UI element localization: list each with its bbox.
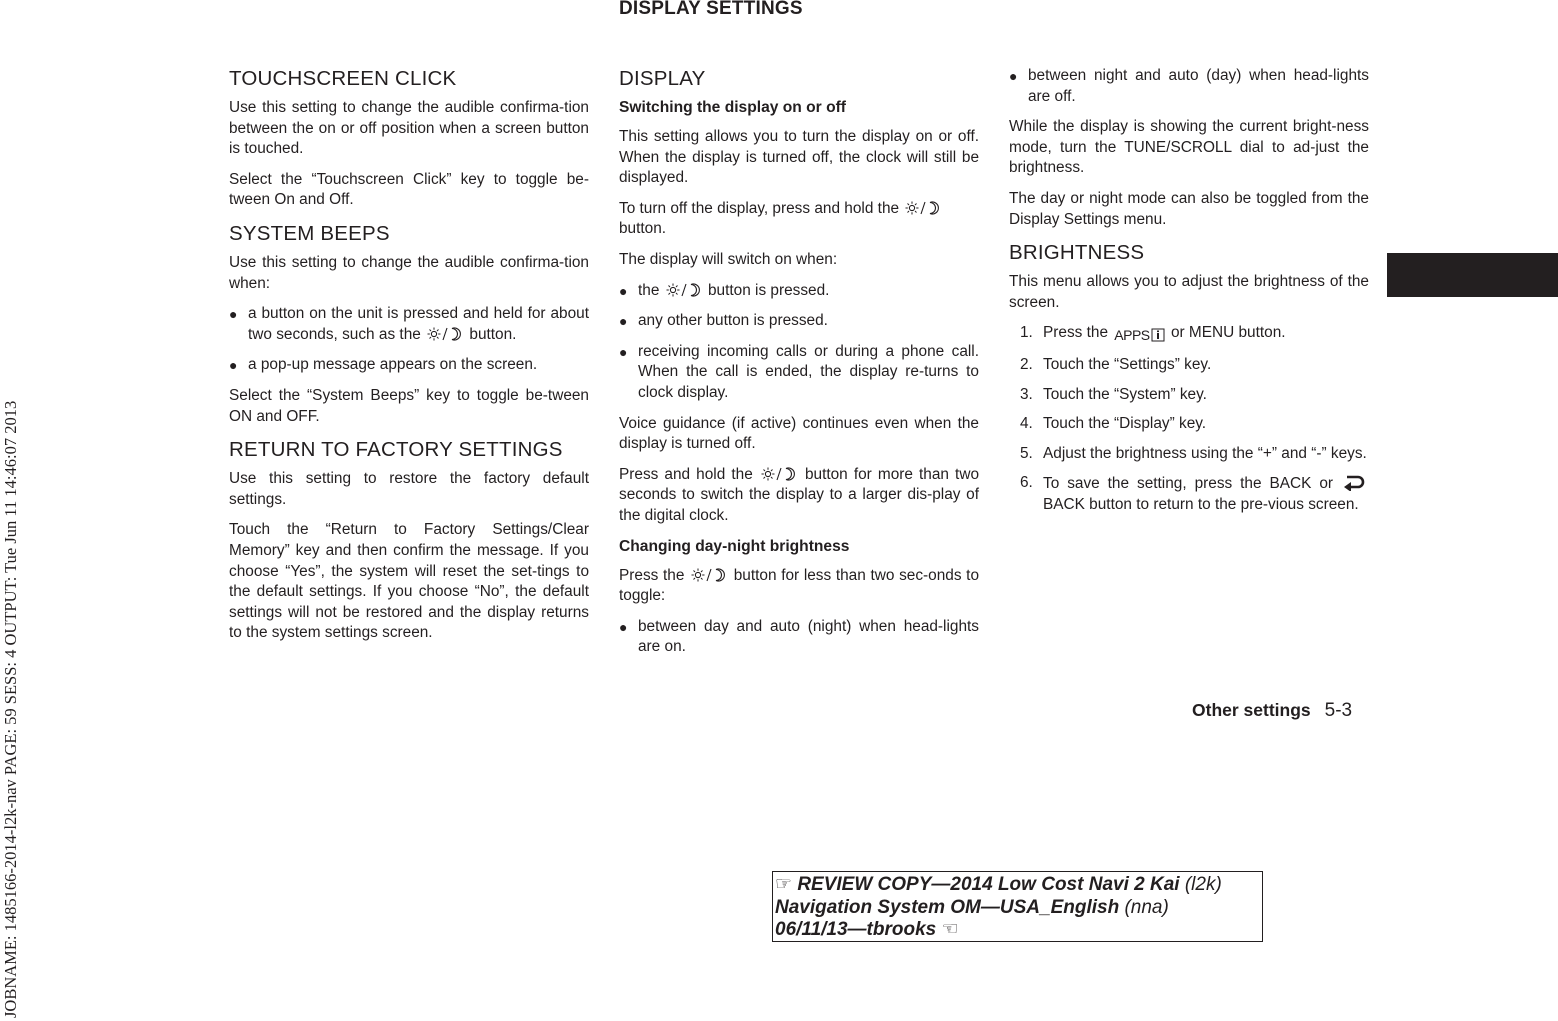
step-item: 4. Touch the “Display” key. xyxy=(1020,415,1207,433)
paragraph: Use this setting to change the audible confirma-tion when: xyxy=(229,253,589,292)
page-title: DISPLAY SETTINGS xyxy=(619,0,803,19)
bullet-icon: ● xyxy=(229,357,238,374)
paragraph: Touch the “Return to Factory Settings/Clear Memory” key and then confirm the message. If you choose “Yes”, the system will reset the set-tings to the default settings. If you choose “No”, the default settings will not be restored and the display returns to the system settings screen. xyxy=(229,521,589,642)
page-number: 5-3 xyxy=(1324,700,1353,721)
chapter-tab xyxy=(1387,253,1558,297)
bullet-icon: ● xyxy=(619,343,628,360)
touchscreen-click-heading: TOUCHSCREEN CLICK xyxy=(229,67,457,90)
paragraph: This setting allows you to turn the display on or off. When the display is turned off, the clock will still be displayed. xyxy=(619,128,979,187)
bullet-icon: ● xyxy=(619,313,628,330)
step-item: 5. Adjust the brightness using the “+” and “-” keys. xyxy=(1020,444,1367,462)
paragraph: To turn off the display, press and hold the button. xyxy=(619,199,979,240)
list-item: ● between day and auto (night) when head-lights are on. xyxy=(619,617,979,656)
list-item: ● the button is pressed. xyxy=(619,281,979,302)
step-item: 6. To save the setting, press the BACK or BACK button to return to the pre-vious screen. xyxy=(1009,473,1369,515)
day-night-icon xyxy=(905,200,941,216)
system-beeps-heading: SYSTEM BEEPS xyxy=(229,221,390,245)
paragraph: Press the button for less than two sec-onds to toggle: xyxy=(619,566,980,605)
paragraph: Use this setting to restore the factory default settings. xyxy=(229,470,589,508)
paragraph: While the display is showing the current bright-ness mode, turn the TUNE/SCROLL dial to ad-just the brightness. xyxy=(1009,118,1369,177)
pointing-hand-right-icon: ☞ xyxy=(775,874,793,895)
day-night-icon xyxy=(427,326,463,342)
column-right xyxy=(1009,66,1369,525)
step-item: 1. Press the APPS or MENU button. xyxy=(1009,323,1369,346)
page-footer xyxy=(1192,700,1352,722)
list-item: ● between night and auto (day) when head-lights are off. xyxy=(1009,67,1369,105)
step-item: 2. Touch the “Settings” key. xyxy=(1020,355,1212,373)
paragraph: The display will switch on when: xyxy=(619,250,838,268)
paragraph: The day or night mode can also be toggled from the Display Settings menu. xyxy=(1009,189,1369,228)
column-middle xyxy=(619,66,979,668)
list-item: ● a pop-up message appears on the screen. xyxy=(229,355,589,376)
bullet-icon: ● xyxy=(1009,68,1018,84)
list-item: ● a button on the unit is pressed and held for about two seconds, such as the button. xyxy=(229,305,589,343)
list-item: ● receiving incoming calls or during a phone call. When the call is ended, the display re-turns to clock display. xyxy=(619,342,979,401)
apps-info-icon: APPS xyxy=(1114,325,1164,346)
day-night-icon xyxy=(761,466,797,482)
bullet-icon: ● xyxy=(619,282,628,299)
display-heading: DISPLAY xyxy=(619,67,706,90)
brightness-heading: BRIGHTNESS xyxy=(1009,241,1145,265)
paragraph: Voice guidance (if active) continues even when the display is turned off. xyxy=(619,414,979,453)
list-item: ● any other button is pressed. xyxy=(619,311,979,332)
step-item: 3. Touch the “System” key. xyxy=(1020,385,1207,403)
bullet-icon: ● xyxy=(229,306,238,323)
paragraph: Press and hold the button for more than two seconds to switch the display to a larger dis-play of the digital clock. xyxy=(619,465,980,524)
review-copy-box: ☞ REVIEW COPY—2014 Low Cost Navi 2 Kai (l2k) Navigation System OM—USA_English (nna) 06/11/13—tbrooks ☜ xyxy=(772,871,1263,942)
column-left xyxy=(229,66,589,654)
day-night-icon xyxy=(691,567,727,583)
paragraph: Select the “Touchscreen Click” key to toggle be-tween On and Off. xyxy=(229,170,589,209)
back-arrow-icon xyxy=(1343,473,1367,491)
subheading-switching: Switching the display on or off xyxy=(619,99,846,116)
section-name: Other settings xyxy=(1192,700,1311,720)
subheading-day-night: Changing day-night brightness xyxy=(619,537,850,555)
pointing-hand-left-icon: ☜ xyxy=(941,919,959,940)
day-night-icon xyxy=(666,282,702,298)
paragraph: This menu allows you to adjust the brightness of the screen. xyxy=(1009,273,1369,311)
bullet-icon: ● xyxy=(619,618,628,635)
paragraph: Use this setting to change the audible confirma-tion between the on or off position when a screen button is touched. xyxy=(229,99,589,158)
paragraph: Select the “System Beeps” key to toggle be-tween ON and OFF. xyxy=(229,386,589,425)
factory-settings-heading: RETURN TO FACTORY SETTINGS xyxy=(229,438,563,462)
job-slug: JOBNAME: 1485166-2014-l2k-nav PAGE: 59 SESS: 4 OUTPUT: Tue Jun 11 14:46:07 2013 xyxy=(1,400,20,1018)
